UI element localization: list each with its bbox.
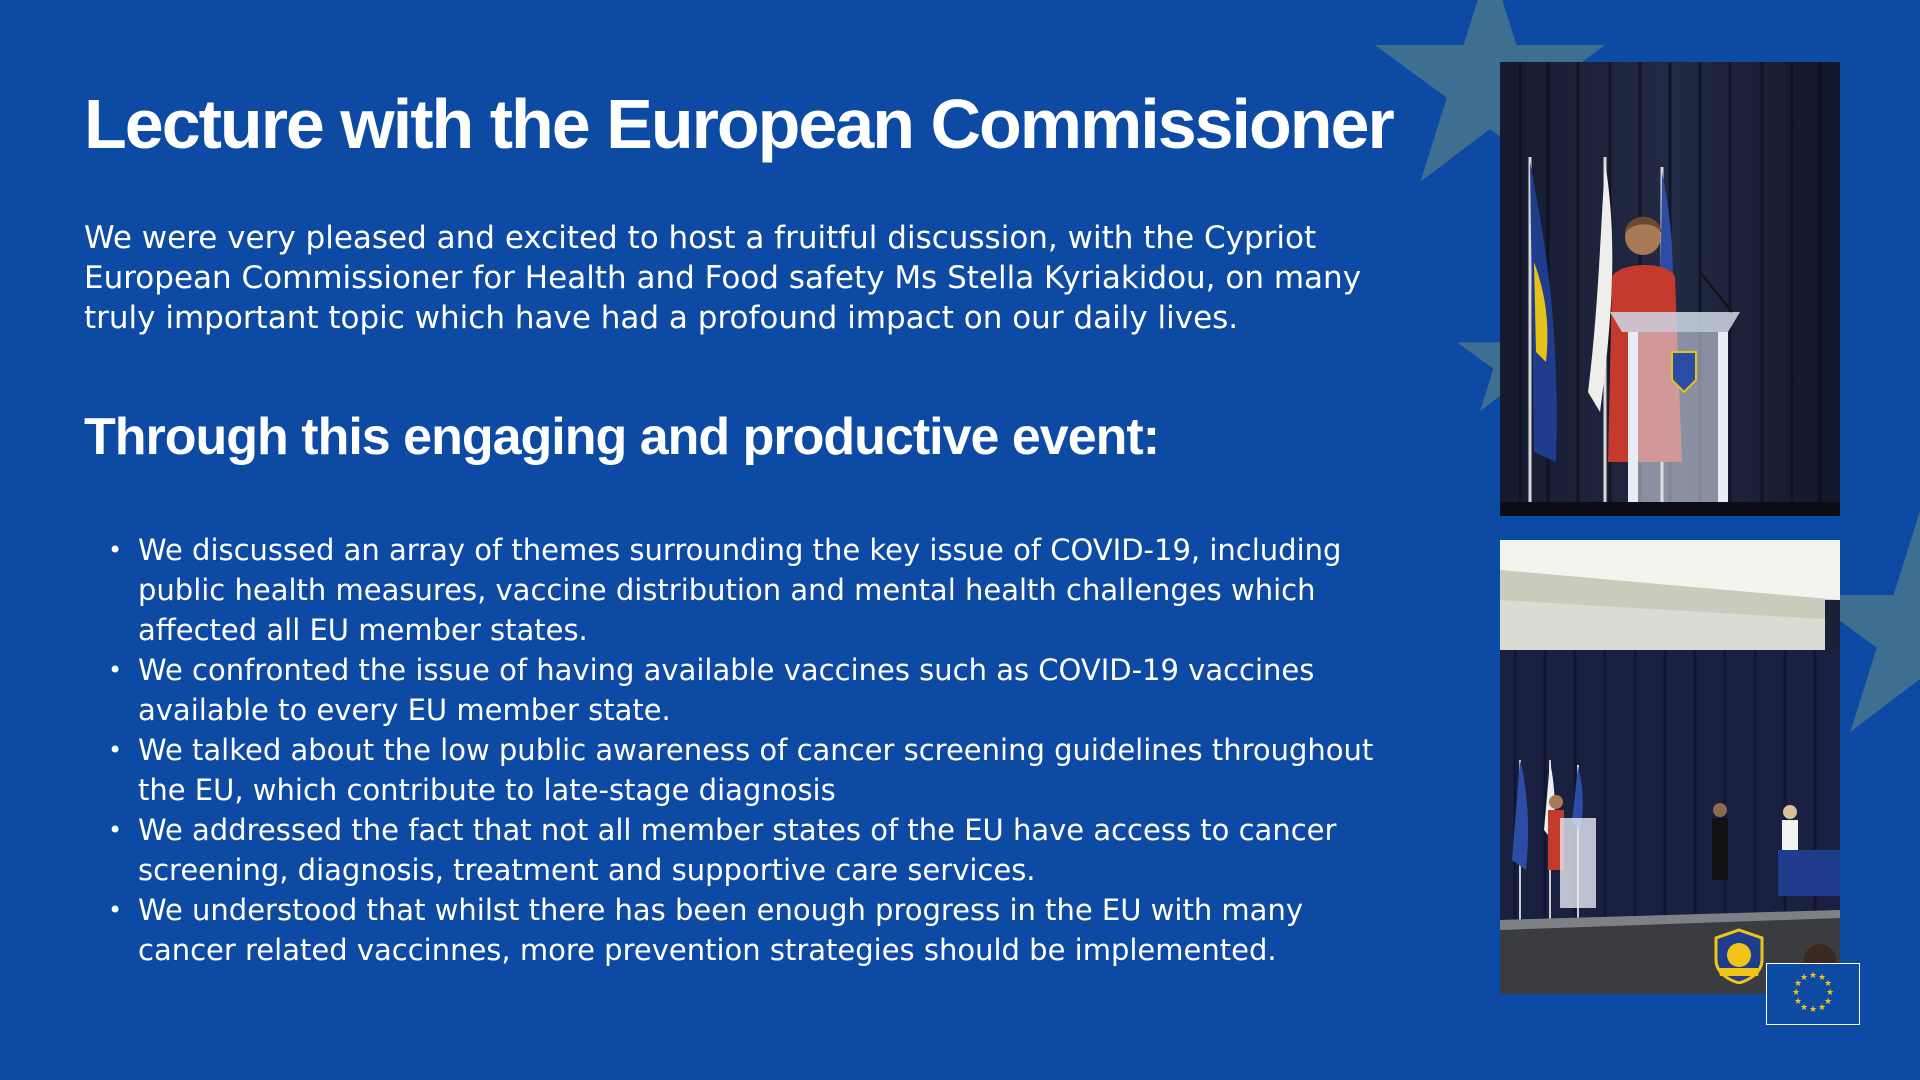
list-item: [108, 530, 1408, 650]
list-item-text: We discussed an array of themes surrounding the key issue of COVID-19, including public health measures, vaccine distribution and mental health challenges which affected all EU member states.: [138, 533, 1342, 647]
bullet-list: [108, 530, 1408, 970]
photo-auditorium-stage: [1500, 540, 1840, 994]
page-title: Lecture with the European Commissioner: [84, 85, 1393, 163]
svg-text:★: ★: [1808, 1005, 1818, 1015]
svg-text:★: ★: [1817, 1003, 1827, 1013]
list-item: [108, 730, 1408, 810]
list-item-text: We talked about the low public awareness of cancer screening guidelines throughout the EU, which contribute to late-stage diagnosis: [138, 733, 1374, 807]
section-heading: Through this engaging and productive event:: [84, 408, 1160, 466]
svg-text:★: ★: [1799, 1003, 1809, 1013]
bullet-icon: •: [108, 736, 123, 764]
svg-text:★: ★: [1823, 997, 1833, 1007]
svg-text:★: ★: [1793, 997, 1803, 1007]
list-item: [108, 890, 1408, 970]
bullet-icon: •: [108, 816, 123, 844]
bullet-icon: •: [108, 896, 123, 924]
svg-text:★: ★: [1817, 973, 1827, 983]
school-crest-logo: [1712, 928, 1766, 984]
bullet-icon: •: [108, 536, 123, 564]
list-item-text: We understood that whilst there has been enough progress in the EU with many cancer related vaccinnes, more prevention strategies should be implemented.: [138, 893, 1303, 967]
list-item-text: We addressed the fact that not all member states of the EU have access to cancer screening, diagnosis, treatment and supportive care services.: [138, 813, 1337, 887]
svg-text:★: ★: [1823, 979, 1833, 989]
photo-commissioner-at-podium: [1500, 62, 1840, 516]
bullet-icon: •: [108, 656, 123, 684]
list-item: [108, 650, 1408, 730]
intro-paragraph: We were very pleased and excited to host a fruitful discussion, with the Cypriot European Commissioner for Health and Food safety Ms Stella Kyriakidou, on many truly important topic which have had a profound impact on our daily lives.: [84, 220, 1362, 336]
svg-text:★: ★: [1793, 979, 1803, 989]
eu-flag-icon: [1766, 963, 1860, 1025]
svg-text:★: ★: [1799, 973, 1809, 983]
list-item: [108, 810, 1408, 890]
svg-text:★: ★: [1825, 988, 1835, 998]
svg-text:★: ★: [1791, 988, 1801, 998]
svg-text:★: ★: [1808, 971, 1818, 981]
list-item-text: We confronted the issue of having available vaccines such as COVID-19 vaccines available to every EU member state.: [138, 653, 1315, 727]
